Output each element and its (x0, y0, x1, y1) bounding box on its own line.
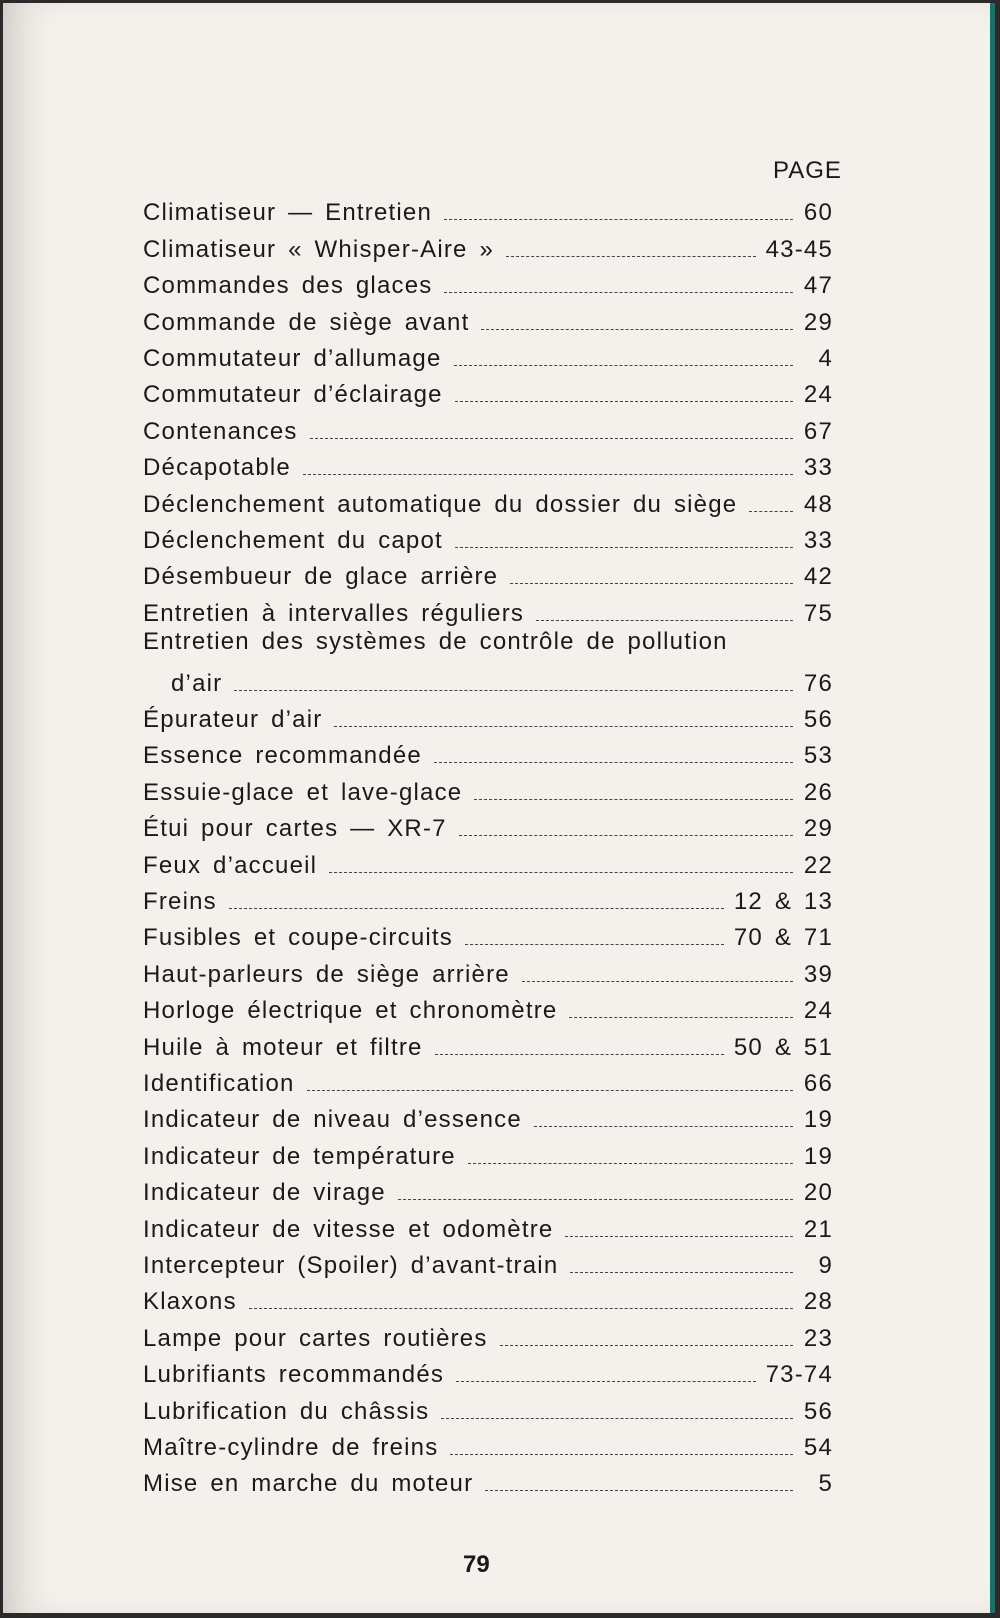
index-entry (143, 191, 833, 227)
entry-label-continued: d’air (171, 669, 223, 697)
entry-page: 60 (803, 199, 833, 227)
entry-label: Haut-parleurs de siège arrière (143, 960, 510, 988)
index-entry (143, 698, 833, 734)
entry-page: 23 (803, 1324, 833, 1352)
index-list (143, 191, 833, 1498)
entry-label: Huile à moteur et filtre (143, 1033, 423, 1061)
entry-label: Lubrifiants recommandés (143, 1361, 445, 1389)
index-entry (143, 337, 833, 373)
entry-page: 66 (803, 1069, 833, 1097)
index-entry (143, 1389, 833, 1425)
entry-page: 24 (803, 997, 833, 1025)
entry-label: Indicateur de virage (143, 1179, 386, 1207)
entry-page: 48 (803, 490, 833, 518)
index-entry (143, 1353, 833, 1389)
index-entry (143, 1062, 833, 1098)
entry-page: 4 (818, 344, 833, 372)
index-entry (143, 1025, 833, 1061)
entry-page: 53 (803, 742, 833, 770)
entry-page: 75 (803, 599, 833, 627)
index-entry (143, 989, 833, 1025)
entry-label: Commandes des glaces (143, 272, 433, 300)
entry-label: Entretien à intervalles réguliers (143, 599, 525, 627)
index-entry (143, 409, 833, 445)
entry-label: Feux d’accueil (143, 851, 318, 879)
leader-dots (444, 219, 793, 220)
page-edge (990, 3, 995, 1613)
document-page (3, 3, 995, 1613)
entry-label: Freins (143, 888, 217, 916)
leader-dots (329, 872, 793, 873)
entry-label: Contenances (143, 417, 298, 445)
leader-dots (522, 981, 793, 982)
entry-label: Lampe pour cartes routières (143, 1324, 488, 1352)
entry-page: 26 (803, 778, 833, 806)
entry-label: Indicateur de niveau d’essence (143, 1106, 522, 1134)
entry-page: 39 (803, 960, 833, 988)
leader-dots (506, 256, 756, 257)
entry-page: 67 (803, 417, 833, 445)
index-entry (143, 1244, 833, 1280)
entry-page: 73-74 (765, 1361, 833, 1389)
entry-label: Horloge électrique et chronomètre (143, 997, 558, 1025)
entry-label: Mise en marche du moteur (143, 1470, 474, 1498)
entry-label: Déclenchement du capot (143, 526, 443, 554)
leader-dots (234, 690, 793, 691)
index-entry (143, 1462, 833, 1498)
index-entry (143, 880, 833, 916)
entry-page: 33 (803, 454, 833, 482)
index-entry (143, 952, 833, 988)
index-entry (143, 1207, 833, 1243)
index-entry (143, 300, 833, 336)
leader-dots (229, 908, 724, 909)
entry-label: Désembueur de glace arrière (143, 563, 499, 591)
entry-page: 29 (803, 308, 833, 336)
entry-label: Lubrification du châssis (143, 1397, 430, 1425)
leader-dots (434, 762, 793, 763)
entry-label: Maître-cylindre de freins (143, 1433, 439, 1461)
leader-dots (500, 1345, 793, 1346)
leader-dots (454, 365, 793, 366)
leader-dots (435, 1054, 724, 1055)
leader-dots (570, 1272, 793, 1273)
leader-dots (334, 726, 793, 727)
leader-dots (468, 1163, 793, 1164)
index-entry (143, 734, 833, 770)
entry-page: 28 (803, 1288, 833, 1316)
leader-dots (569, 1017, 793, 1018)
leader-dots (444, 292, 793, 293)
index-entry (143, 1280, 833, 1316)
index-entry (143, 807, 833, 843)
entry-page: 43-45 (765, 235, 833, 263)
leader-dots (459, 835, 793, 836)
entry-page: 42 (803, 563, 833, 591)
entry-label: Climatiseur — Entretien (143, 199, 433, 227)
leader-dots (534, 1126, 793, 1127)
index-entry (143, 1316, 833, 1352)
index-entry (143, 373, 833, 409)
entry-page: 29 (803, 815, 833, 843)
leader-dots (456, 1381, 756, 1382)
entry-page: 54 (803, 1433, 833, 1461)
leader-dots (303, 474, 793, 475)
index-entry (143, 1426, 833, 1462)
entry-page: 21 (803, 1215, 833, 1243)
entry-label: Étui pour cartes — XR-7 (143, 815, 447, 843)
index-entry (143, 1171, 833, 1207)
leader-dots (310, 438, 793, 439)
entry-label: Indicateur de température (143, 1142, 456, 1170)
index-entry (143, 1134, 833, 1170)
leader-dots (485, 1490, 793, 1491)
leader-dots (474, 799, 793, 800)
entry-page: 19 (803, 1142, 833, 1170)
entry-label: Klaxons (143, 1288, 237, 1316)
entry-page: 22 (803, 851, 833, 879)
page-column-header: PAGE (773, 157, 842, 184)
leader-dots (481, 329, 793, 330)
entry-label: Commutateur d’éclairage (143, 381, 443, 409)
entry-page: 33 (803, 526, 833, 554)
entry-label: Intercepteur (Spoiler) d’avant-train (143, 1251, 559, 1279)
entry-page: 50 & 51 (733, 1033, 833, 1061)
index-entry (143, 555, 833, 591)
index-entry (143, 482, 833, 518)
leader-dots (455, 547, 793, 548)
leader-dots (455, 401, 793, 402)
entry-label: Essuie-glace et lave-glace (143, 778, 463, 806)
index-entry (143, 519, 833, 555)
leader-dots (565, 1236, 793, 1237)
entry-page: 19 (803, 1106, 833, 1134)
entry-page: 70 & 71 (733, 924, 833, 952)
index-entry (143, 843, 833, 879)
leader-dots (465, 944, 724, 945)
leader-dots (249, 1308, 793, 1309)
entry-label: Entretien des systèmes de contrôle de pollution (143, 627, 728, 655)
entry-label: Commande de siège avant (143, 308, 470, 336)
index-entry (143, 916, 833, 952)
entry-label: Épurateur d’air (143, 706, 323, 734)
entry-label: Commutateur d’allumage (143, 344, 442, 372)
leader-dots (398, 1199, 793, 1200)
leader-dots (441, 1418, 793, 1419)
page-number: 79 (463, 1551, 490, 1578)
index-entry (143, 770, 833, 806)
index-entry (143, 227, 833, 263)
entry-page: 5 (818, 1470, 833, 1498)
entry-label: Climatiseur « Whisper-Aire » (143, 235, 495, 263)
index-entry (143, 264, 833, 300)
index-entry (143, 628, 833, 698)
entry-page: 56 (803, 1397, 833, 1425)
index-entry (143, 591, 833, 627)
index-entry (143, 1098, 833, 1134)
entry-page: 12 & 13 (733, 888, 833, 916)
entry-page: 47 (803, 272, 833, 300)
entry-label: Identification (143, 1069, 295, 1097)
leader-dots (536, 620, 793, 621)
entry-label: Déclenchement automatique du dossier du siège (143, 490, 738, 518)
entry-page: 76 (803, 669, 833, 697)
entry-page: 9 (818, 1251, 833, 1279)
leader-dots (510, 583, 793, 584)
entry-label: Décapotable (143, 454, 291, 482)
entry-page: 20 (803, 1179, 833, 1207)
entry-label: Fusibles et coupe-circuits (143, 924, 453, 952)
entry-label: Essence recommandée (143, 742, 422, 770)
entry-page: 24 (803, 381, 833, 409)
leader-dots (749, 511, 793, 512)
leader-dots (450, 1454, 793, 1455)
index-entry (143, 446, 833, 482)
leader-dots (307, 1090, 793, 1091)
entry-page: 56 (803, 706, 833, 734)
entry-label: Indicateur de vitesse et odomètre (143, 1215, 554, 1243)
